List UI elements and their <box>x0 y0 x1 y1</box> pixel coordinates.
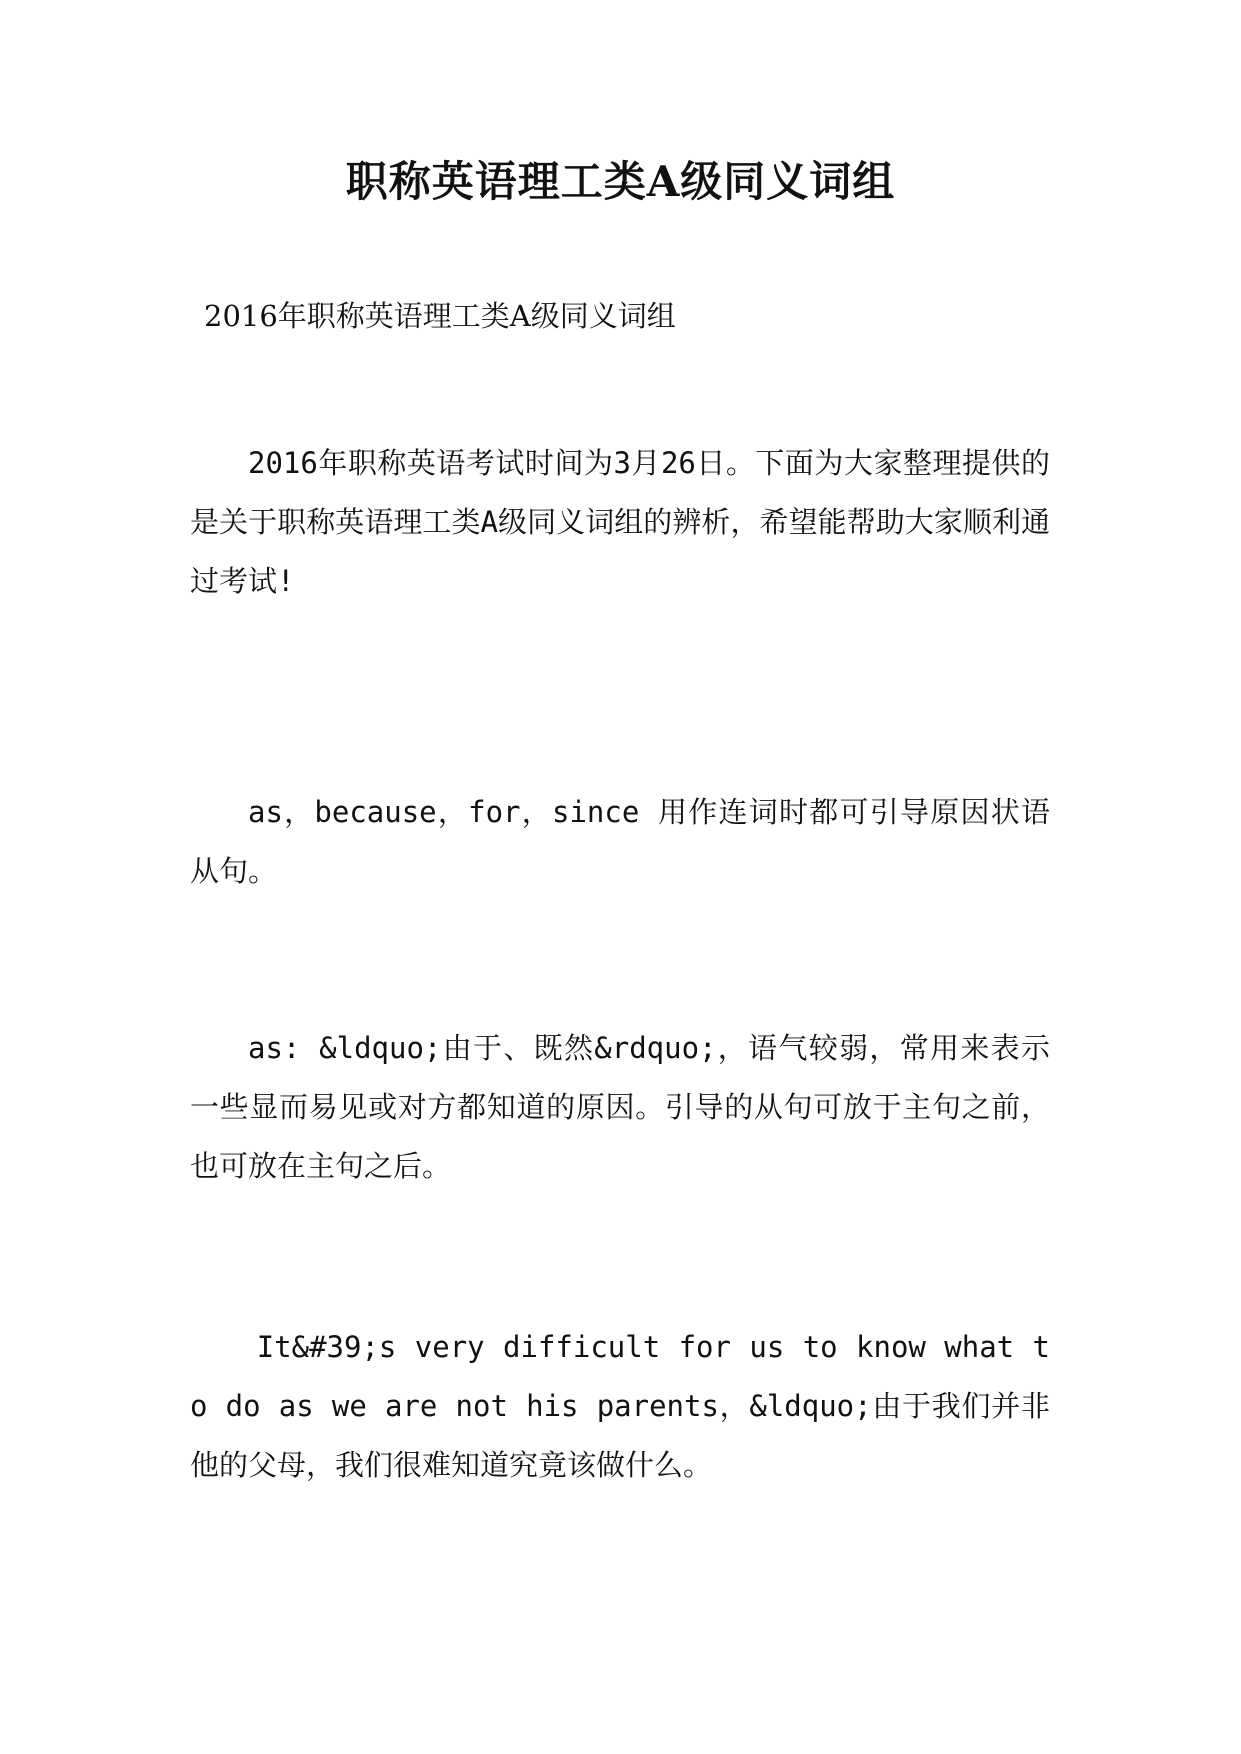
paragraph-as-explanation: as: &ldquo;由于、既然&rdquo;，语气较弱，常用来表示一些显而易见或对方都知道的原因。引导的从句可放于主句之前，也可放在主句之后。 <box>190 1031 1050 1183</box>
document-title: 职称英语理工类A级同义词组 <box>345 157 896 206</box>
paragraph-example: It&#39;s very difficult for us to know what to do as we are not his parents，&ldquo;由于我们并非他的父母，我们很难知道究竟该做什么。 <box>190 1330 1050 1482</box>
paragraph-intro: 2016年职称英语考试时间为3月26日。下面为大家整理提供的是关于职称英语理工类A级同义词组的辨析，希望能帮助大家顺利通过考试! <box>190 446 1050 598</box>
document-subtitle: 2016年职称英语理工类A级同义词组 <box>204 299 676 333</box>
paragraph-conjunctions: as，because，for，since 用作连词时都可引导原因状语从句。 <box>190 795 1050 888</box>
